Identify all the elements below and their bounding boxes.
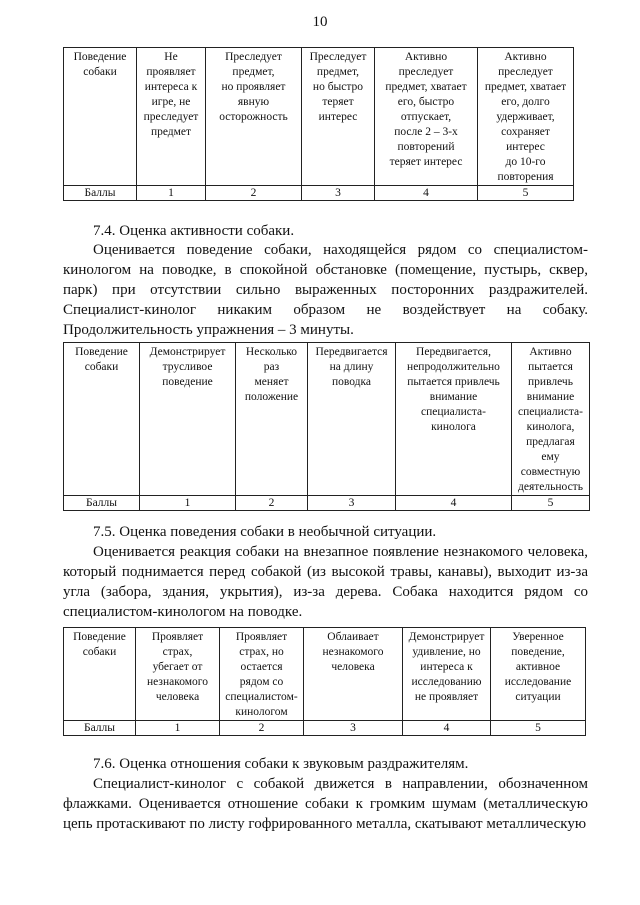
score-cell-1: 1 <box>137 186 206 201</box>
score-cell-2: 2 <box>236 496 308 511</box>
criterion-cell-3: Преследует предмет, но быстро теряет интерес <box>302 48 375 186</box>
score-cell-2: 2 <box>220 721 304 736</box>
criterion-cell-4: Передвигается, непродолжительно пытается привлечь внимание специалиста- кинолога <box>396 343 512 496</box>
criterion-cell-2: Преследует предмет, но проявляет явную осторожность <box>206 48 302 186</box>
criterion-cell-1: Проявляет страх, убегает от незнакомого человека <box>136 628 220 721</box>
criterion-cell-2: Несколько раз меняет положение <box>236 343 308 496</box>
criterion-cell-2: Проявляет страх, но остается рядом со специалистом- кинологом <box>220 628 304 721</box>
score-cell-1: 1 <box>136 721 220 736</box>
section-paragraph-7-6: Специалист-кинолог с собакой движется в направлении, обозначенном флажками. Оценивается отношение собаки к громким шумам (металлическую цепь протаскивают по листу гофрированного металла, скатывают металлическую <box>63 776 588 832</box>
activity-score-table <box>63 342 590 511</box>
section-paragraph-7-4: Оценивается поведение собаки, находящейся рядом со специалистом-кинологом на поводке, в спокойной обстановке (помещение, пустырь, сквер, парк) при отсутствии сильно выраженных посторонних раздражителей. Специалист-кинолог никаким образом не воздействует на собаку. Продолжительность упражнения – 3 минуты. <box>63 242 588 338</box>
criterion-cell-4: Активно преследует предмет, хватает его, быстро отпускает, после 2 – 3-х повторений теряет интерес <box>375 48 478 186</box>
section-heading-7-5: 7.5. Оценка поведения собаки в необычной ситуации. <box>93 524 437 540</box>
score-label-cell: Баллы <box>64 721 136 736</box>
play-interest-score-table <box>63 47 574 201</box>
table-header-row <box>64 48 574 186</box>
criterion-cell-1: Не проявляет интереса к игре, не преследует предмет <box>137 48 206 186</box>
unusual-situation-score-table <box>63 627 586 736</box>
score-cell-3: 3 <box>308 496 396 511</box>
score-row <box>64 496 590 511</box>
score-cell-1: 1 <box>140 496 236 511</box>
criterion-cell-4: Демонстрирует удивление, но интереса к исследованию не проявляет <box>403 628 491 721</box>
score-cell-4: 4 <box>403 721 491 736</box>
behavior-header-cell: Поведение собаки <box>64 48 137 186</box>
criterion-cell-5: Уверенное поведение, активное исследование ситуации <box>491 628 586 721</box>
page-number: 10 <box>312 14 328 30</box>
score-cell-4: 4 <box>396 496 512 511</box>
criterion-cell-1: Демонстрирует трусливое поведение <box>140 343 236 496</box>
score-row <box>64 721 586 736</box>
score-label-cell: Баллы <box>64 186 137 201</box>
section-heading-7-6: 7.6. Оценка отношения собаки к звуковым раздражителям. <box>93 756 469 772</box>
score-cell-3: 3 <box>304 721 403 736</box>
section-heading-7-4: 7.4. Оценка активности собаки. <box>93 223 295 239</box>
table-header-row <box>64 343 590 496</box>
behavior-header-cell: Поведение собаки <box>64 628 136 721</box>
score-label-cell: Баллы <box>64 496 140 511</box>
score-cell-2: 2 <box>206 186 302 201</box>
behavior-header-cell: Поведение собаки <box>64 343 140 496</box>
score-cell-5: 5 <box>512 496 590 511</box>
score-cell-4: 4 <box>375 186 478 201</box>
criterion-cell-5: Активно преследует предмет, хватает его, долго удерживает, сохраняет интерес до 10-го повторения <box>478 48 574 186</box>
table-header-row <box>64 628 586 721</box>
score-cell-3: 3 <box>302 186 375 201</box>
score-cell-5: 5 <box>491 721 586 736</box>
score-row <box>64 186 574 201</box>
criterion-cell-3: Передвигается на длину поводка <box>308 343 396 496</box>
criterion-cell-3: Облаивает незнакомого человека <box>304 628 403 721</box>
score-cell-5: 5 <box>478 186 574 201</box>
criterion-cell-5: Активно пытается привлечь внимание специалиста- кинолога, предлагая ему совместную деятельность <box>512 343 590 496</box>
section-paragraph-7-5: Оценивается реакция собаки на внезапное появление незнакомого человека, который поднимается перед собакой (из высокой травы, канавы), выходит из-за угла (забора, здания, укрытия), из-за дерева. Собака находится рядом со специалистом-кинологом на поводке. <box>63 544 588 620</box>
